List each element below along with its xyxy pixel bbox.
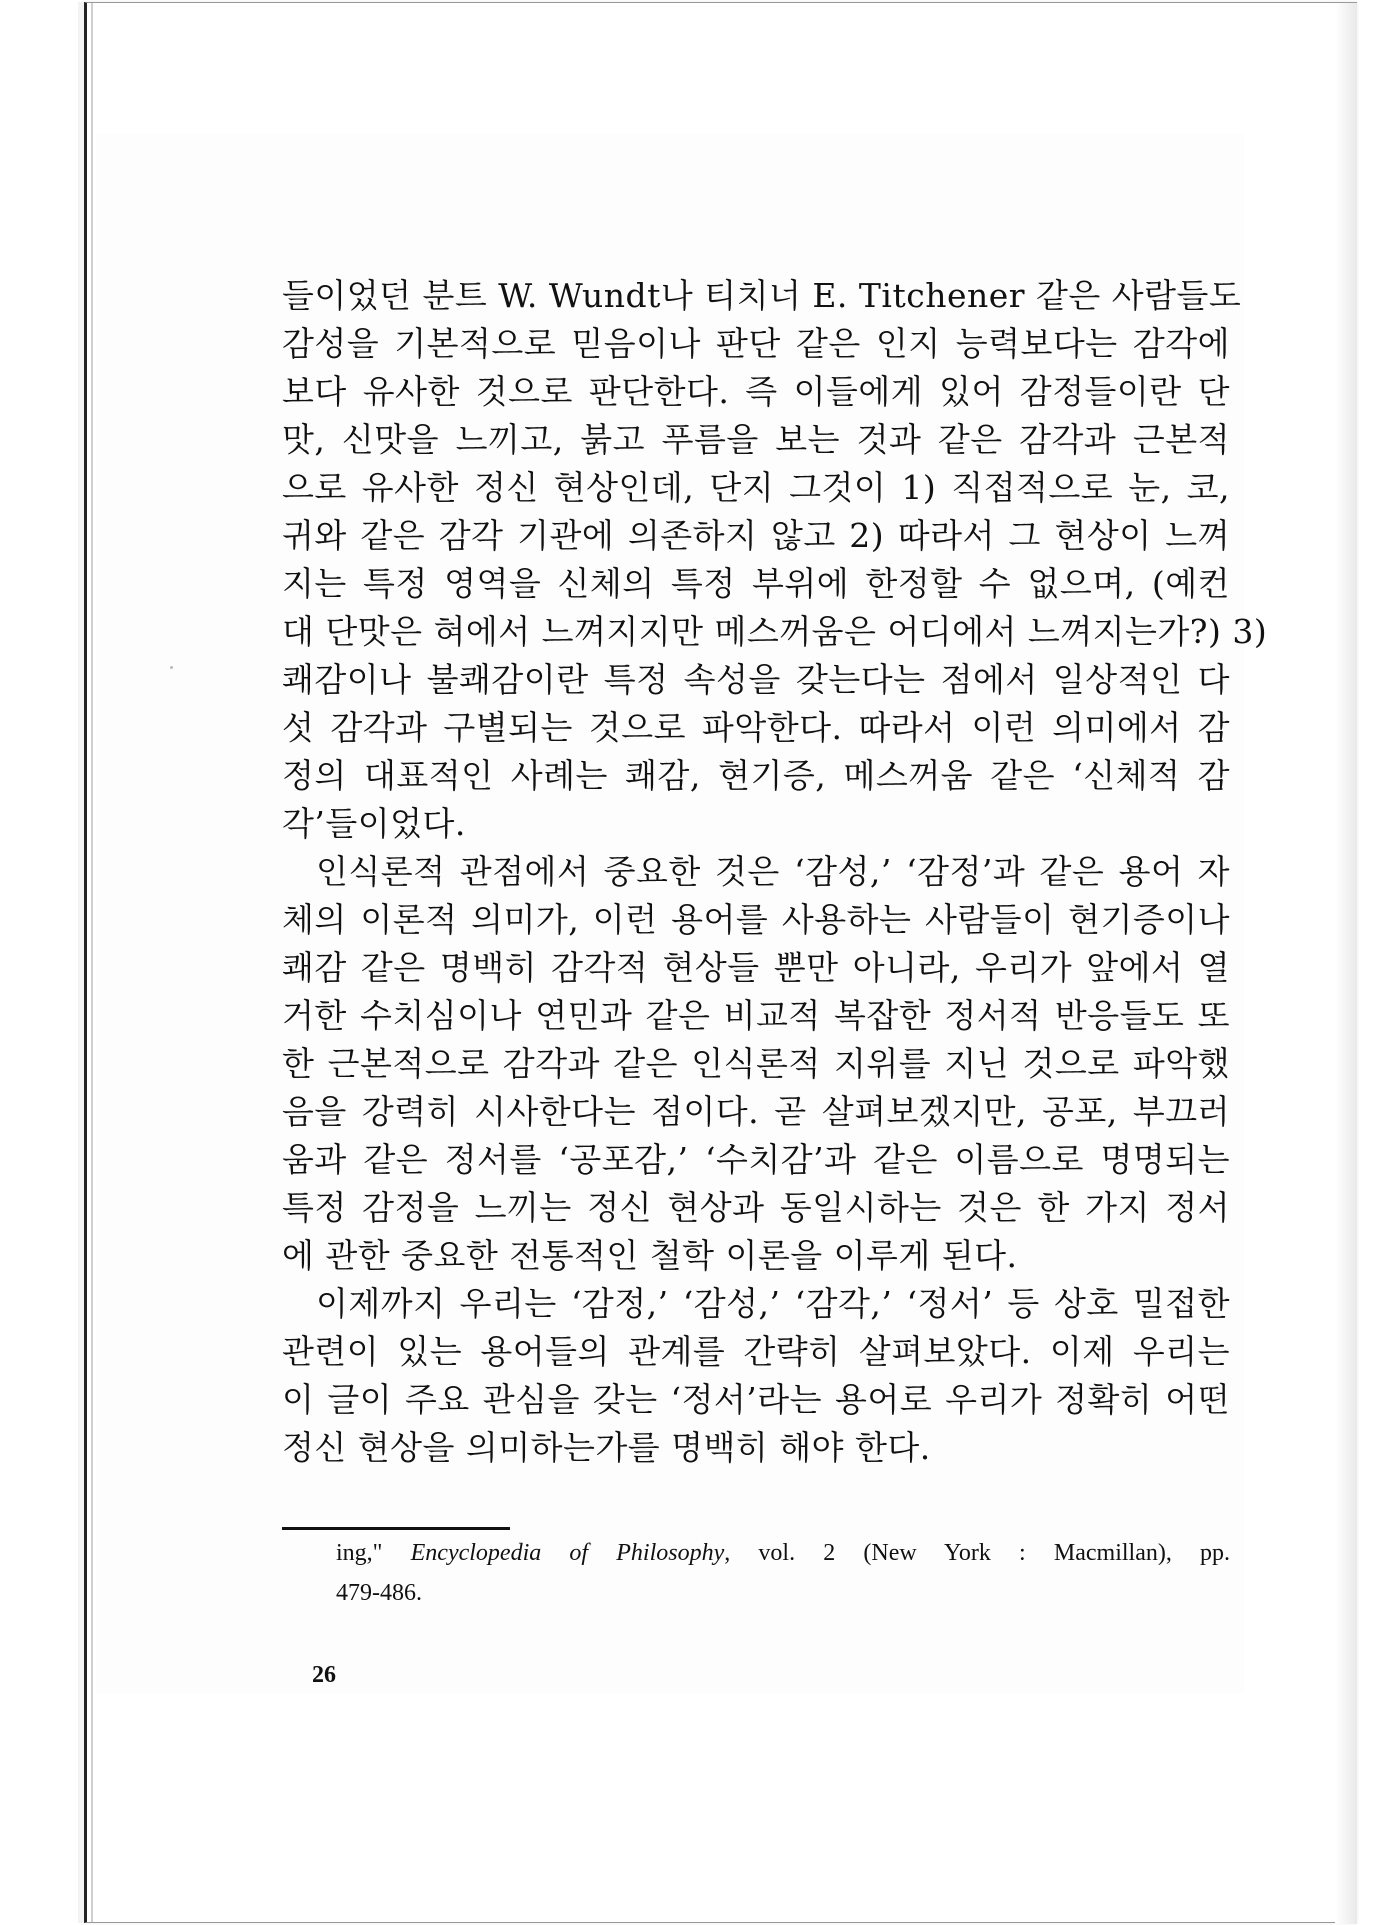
paragraph-start-line: 이제까지 우리는 ‘감정,’ ‘감성,’ ‘감각,’ ‘정서’ 등 상호 밀접한 <box>316 1284 1230 1323</box>
page-number: 26 <box>312 1662 336 1688</box>
text-line: 귀와 같은 감각 기관에 의존하지 않고 2) 따라서 그 현상이 느껴 <box>282 516 1230 555</box>
text-line: 대 단맛은 혀에서 느껴지지만 메스꺼움은 어디에서 느껴지는가?) 3) <box>282 612 1268 651</box>
text-line: 음을 강력히 시사한다는 점이다. 곧 살펴보겠지만, 공포, 부끄러 <box>282 1092 1230 1131</box>
footnote-start: ing," <box>336 1540 383 1566</box>
footnote-source-title: Encyclopedia of Philosophy <box>410 1540 725 1566</box>
body-text <box>282 272 1268 1472</box>
text-line: 보다 유사한 것으로 판단한다. 즉 이들에게 있어 감정들이란 단 <box>282 372 1230 411</box>
text-line: 쾌감이나 불쾌감이란 특정 속성을 갖는다는 점에서 일상적인 다 <box>282 660 1230 699</box>
text-line: 정의 대표적인 사례는 쾌감, 현기증, 메스꺼움 같은 ‘신체적 감 <box>282 756 1230 795</box>
text-line: 각’들이었다. <box>282 804 466 843</box>
text-line: 감성을 기본적으로 믿음이나 판단 같은 인지 능력보다는 감각에 <box>282 324 1230 363</box>
paragraph-start-line: 인식론적 관점에서 중요한 것은 ‘감성,’ ‘감정’과 같은 용어 자 <box>316 852 1230 891</box>
page-edge-shadow <box>1335 3 1357 1924</box>
text-line: 쾌감 같은 명백히 감각적 현상들 뿐만 아니라, 우리가 앞에서 열 <box>282 948 1230 987</box>
text-line: 거한 수치심이나 연민과 같은 비교적 복잡한 정서적 반응들도 또 <box>282 996 1230 1035</box>
text-line: 관련이 있는 용어들의 관계를 간략히 살펴보았다. 이제 우리는 <box>282 1332 1230 1371</box>
text-line: 움과 같은 정서를 ‘공포감,’ ‘수치감’과 같은 이름으로 명명되는 <box>282 1140 1230 1179</box>
text-line: 이 글이 주요 관심을 갖는 ‘정서’라는 용어로 우리가 정확히 어떤 <box>282 1380 1230 1419</box>
scan-speck <box>170 666 173 669</box>
text-line: 들이었던 분트 W. Wundt나 티치너 E. Titchener 같은 사람들도 <box>282 276 1242 315</box>
text-line: 체의 이론적 의미가, 이런 용어를 사용하는 사람들이 현기증이나 <box>282 900 1230 939</box>
footnote <box>336 1533 1230 1613</box>
text-line: 맛, 신맛을 느끼고, 붉고 푸름을 보는 것과 같은 감각과 근본적 <box>282 420 1230 459</box>
text-line: 정신 현상을 의미하는가를 명백히 해야 한다. <box>282 1428 931 1467</box>
text-line: 에 관한 중요한 전통적인 철학 이론을 이루게 된다. <box>282 1236 1018 1275</box>
text-line: 으로 유사한 정신 현상인데, 단지 그것이 1) 직접적으로 눈, 코, <box>282 468 1230 507</box>
text-line: 한 근본적으로 감각과 같은 인식론적 지위를 지닌 것으로 파악했 <box>282 1044 1230 1083</box>
footnote-end: , vol. 2 (New York : Macmillan), pp. <box>724 1540 1231 1566</box>
footnote-line <box>336 1533 1230 1573</box>
footnote-divider <box>282 1527 510 1530</box>
footnote-pages: 479-486. <box>336 1580 422 1606</box>
text-line: 지는 특정 영역을 신체의 특정 부위에 한정할 수 없으며, (예컨 <box>282 564 1230 603</box>
text-line: 섯 감각과 구별되는 것으로 파악한다. 따라서 이런 의미에서 감 <box>282 708 1230 747</box>
text-line: 특정 감정을 느끼는 정신 현상과 동일시하는 것은 한 가지 정서 <box>282 1188 1230 1227</box>
